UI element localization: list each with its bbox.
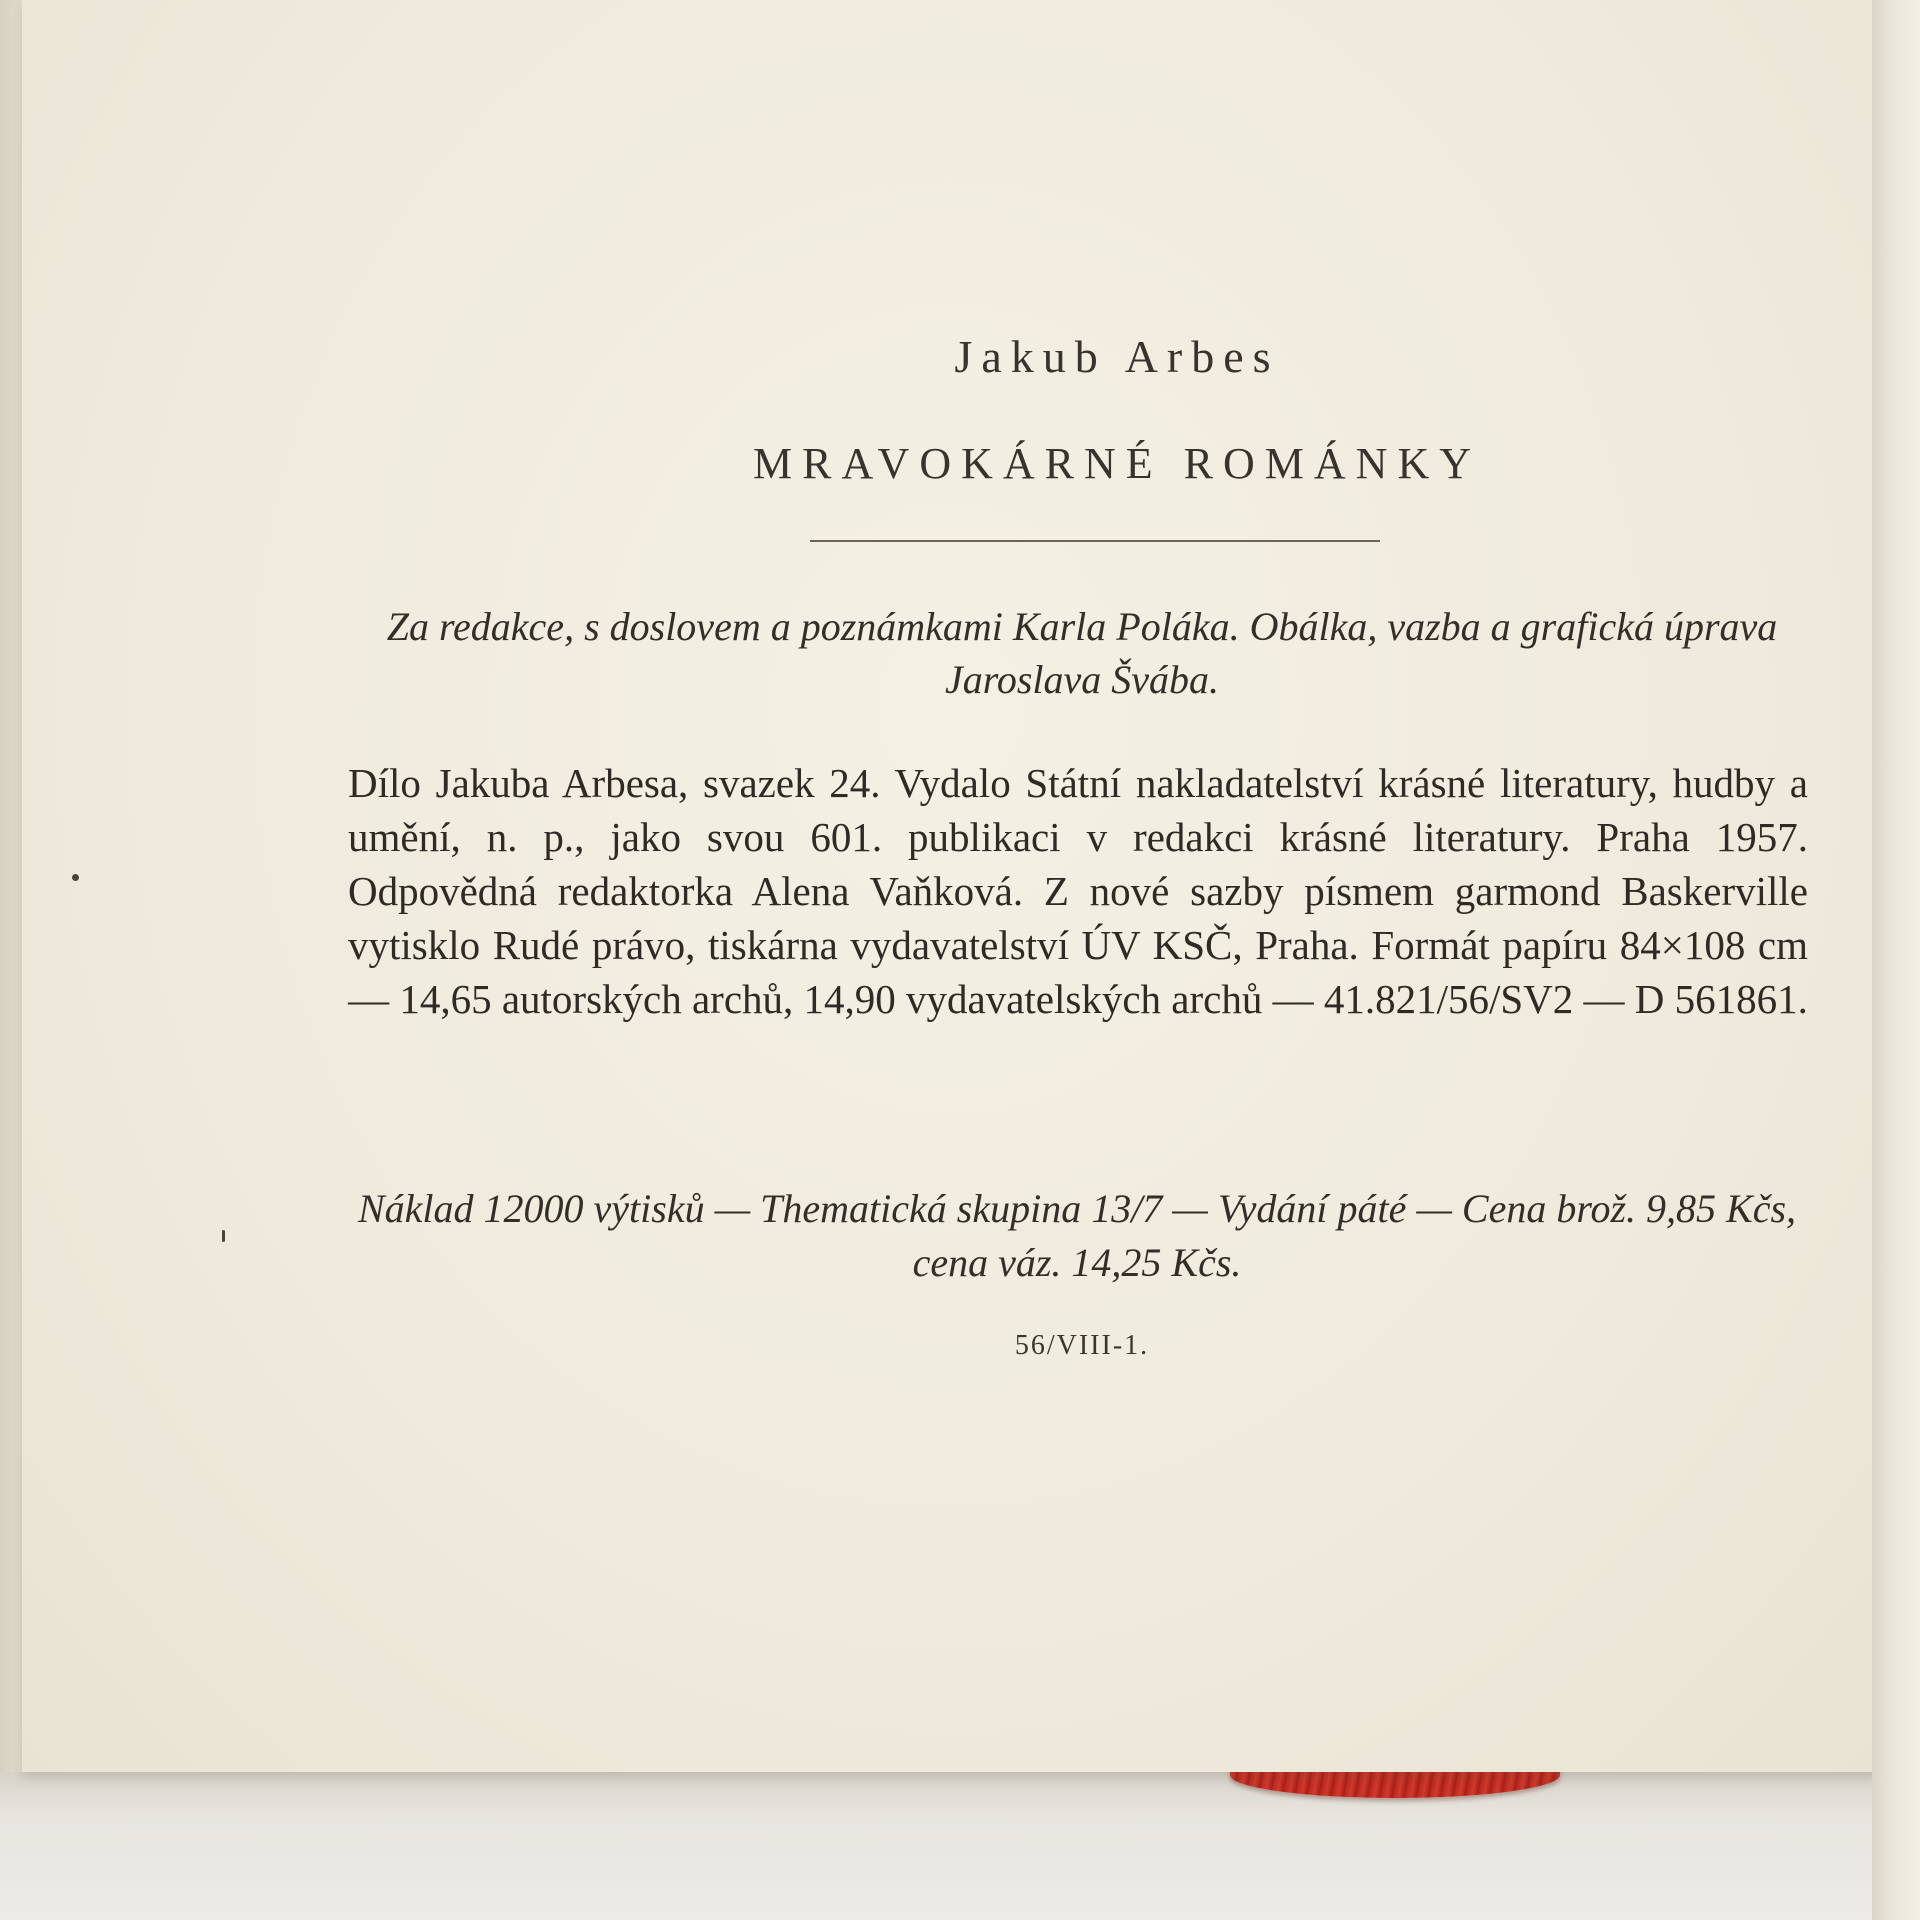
paper-speck (72, 874, 79, 881)
paper-speck (222, 1230, 225, 1242)
next-leaf-edge (1872, 0, 1920, 1920)
author-name: Jakub Arbes (954, 331, 1280, 382)
title-divider (810, 540, 1380, 542)
print-code: 56/VIII-1. (1014, 1330, 1150, 1361)
book-cover-bottom (0, 1772, 1920, 1920)
book-title: MRAVOKÁRNÉ ROMÁNKY (752, 439, 1482, 488)
colophon-page (22, 0, 1877, 1772)
editorial-credits: Za redakce, s doslovem a poznámkami Karla Poláka. Obálka, vazba a grafická úprava Jaroslava Švába. (386, 604, 1778, 702)
publication-imprint: Dílo Jakuba Arbesa, svazek 24. Vydalo Státní nakladatelství krásné literatury, hudby a umění, n. p., jako svou 601. publikaci v redakci krásné literatury. Praha 1957. Odpovědná redaktorka Alena Vaňková. Z nové sazby písmem garmond Baskerville vytisklo Rudé právo, tiskárna vydavatelství ÚV KSČ, Praha. Formát papíru 84×108 cm — 14,65 autorských archů, 14,90 vydavatelských archů — 41.821/56/SV2 — D 561861. (348, 760, 1808, 1022)
edition-and-price: Náklad 12000 výtisků — Thematická skupina 13/7 — Vydání páté — Cena brož. 9,85 Kčs, cena váz. 14,25 Kčs. (357, 1186, 1797, 1285)
